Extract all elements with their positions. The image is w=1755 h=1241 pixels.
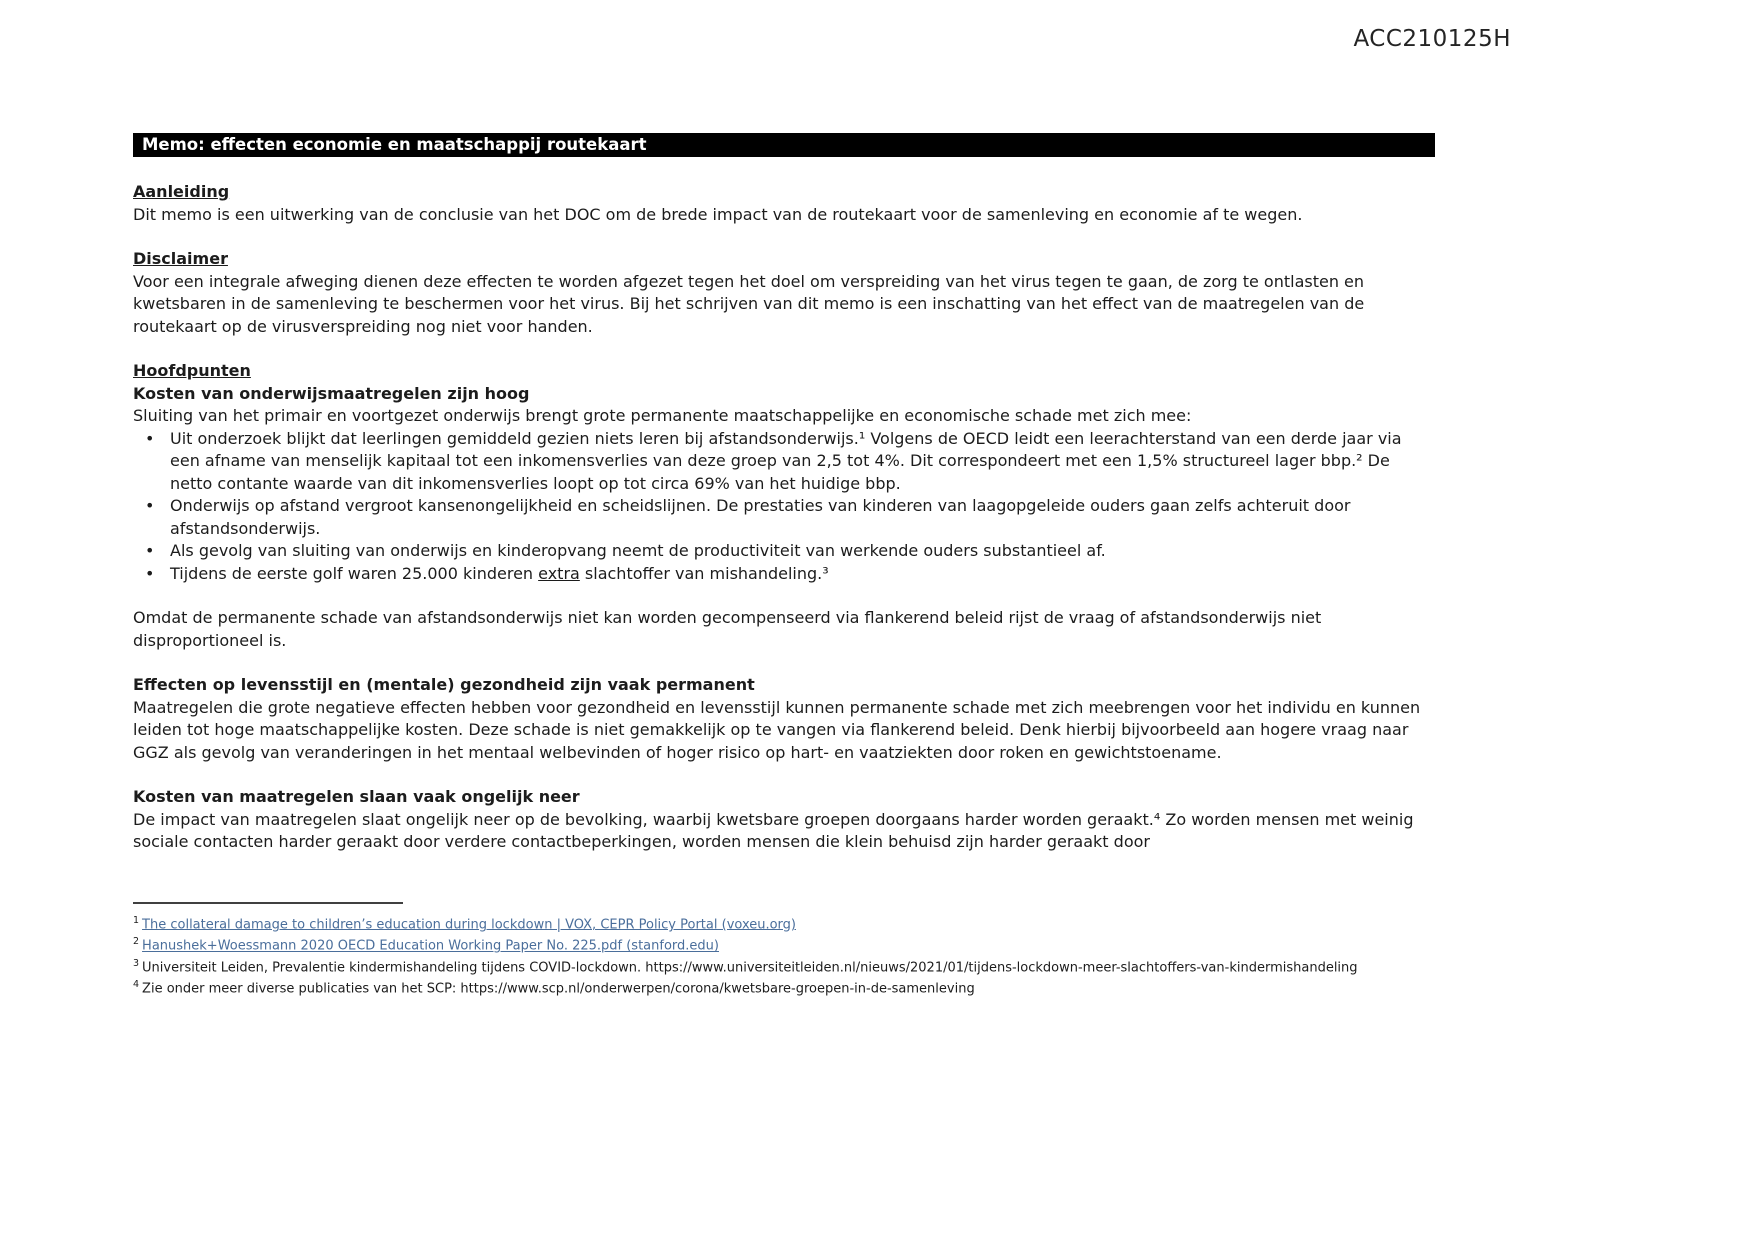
disclaimer-paragraph: Voor een integrale afweging dienen deze effecten te worden afgezet tegen het doel om verspreiding van het virus tegen te gaan, de zorg te ontlasten en kwetsbaren in de samenleving te beschermen voor het virus. Bij het schrijven van dit memo is een inschatting van het effect van de maatregelen van de routekaart op de virusverspreiding nog niet voor handen. [133, 271, 1365, 336]
ongelijk-paragraph: De impact van maatregelen slaat ongelijk neer op de bevolking, waarbij kwetsbare groepen doorgaans harder worden geraakt.⁴ Zo worden mensen met weinig sociale contacten harder geraakt door verdere contactbeperkingen, worden mensen die klein behuisd zijn harder geraakt door [133, 809, 1414, 851]
bullet-text-underlined: extra [538, 563, 580, 583]
onderwijs-subheading: Kosten van onderwijsmaatregelen zijn hoog [133, 383, 530, 403]
section-hoofdpunten [133, 360, 1435, 585]
disclaimer-heading: Disclaimer [133, 249, 228, 268]
bullet-text: Uit onderzoek blijkt dat leerlingen gemiddeld gezien niets leren bij afstandsonderwijs.¹ Volgens de OECD leidt een leerachterstand van een derde jaar via een afname van menselijk kapitaal tot een inkomensverlies van deze groep van 2,5 tot 4%. Dit correspondeert met een 1,5% structureel lager bbp.² De netto contante waarde van dit inkomensverlies loopt op tot circa 69% van het huidige bbp. [170, 428, 1402, 493]
bullet-item-kansenongelijkheid [133, 495, 1435, 540]
footnote-4-marker: 4 [133, 978, 140, 990]
footnote-3-marker: 3 [133, 957, 140, 969]
footnote-2-link[interactable]: Hanushek+Woessmann 2020 OECD Education Working Paper No. 225.pdf (stanford.edu) [142, 938, 719, 954]
footnotes-section [133, 902, 1435, 997]
section-ongelijk [133, 786, 1435, 854]
footnote-4-text: Zie onder meer diverse publicaties van het SCP: https://www.scp.nl/onderwerpen/corona/kwetsbare-groepen-in-de-samenleving [142, 981, 975, 997]
aanleiding-paragraph: Dit memo is een uitwerking van de conclusie van het DOC om de brede impact van de routekaart voor de samenleving en economie af te wegen. [133, 204, 1303, 224]
footnote-divider [133, 902, 403, 904]
footnote-1 [133, 912, 1435, 933]
memo-title-bar [133, 133, 1435, 157]
section-aanleiding [133, 181, 1435, 226]
memo-content [133, 133, 1435, 876]
onderwijs-conclusion-block [133, 607, 1435, 652]
bullet-text: Onderwijs op afstand vergroot kansenongelijkheid en scheidslijnen. De prestaties van kinderen van laagopgeleide ouders gaan zelfs achteruit door afstandsonderwijs. [170, 496, 1351, 538]
footnote-2-marker: 2 [133, 936, 140, 948]
bullet-text: Als gevolg van sluiting van onderwijs en kinderopvang neemt de productiviteit van werkende ouders substantieel af. [170, 541, 1106, 560]
document-ref-code: ACC210125H [1353, 26, 1511, 52]
section-levensstijl [133, 674, 1435, 764]
onderwijs-intro: Sluiting van het primair en voortgezet onderwijs brengt grote permanente maatschappelijke en economische schade met zich mee: [133, 406, 1192, 425]
section-disclaimer [133, 248, 1435, 338]
onderwijs-bullet-list [133, 428, 1435, 586]
footnote-2 [133, 933, 1435, 954]
footnote-1-marker: 1 [133, 915, 140, 926]
footnote-1-link[interactable]: The collateral damage to children’s education during lockdown | VOX, CEPR Policy Portal (voxeu.org) [142, 917, 796, 933]
levensstijl-subheading: Effecten op levensstijl en (mentale) gezondheid zijn vaak permanent [133, 675, 755, 694]
bullet-item-leerverlies [133, 428, 1435, 496]
footnote-4 [133, 976, 1435, 997]
hoofdpunten-heading: Hoofdpunten [133, 361, 251, 380]
bullet-item-productiviteit [133, 540, 1435, 563]
bullet-text-pre: Tijdens de eerste golf waren 25.000 kinderen [170, 563, 539, 583]
aanleiding-heading: Aanleiding [133, 182, 230, 201]
bullet-text-post: slachtoffer van mishandeling.³ [579, 563, 829, 583]
footnote-3 [133, 955, 1435, 976]
ongelijk-subheading: Kosten van maatregelen slaan vaak ongelijk neer [133, 787, 580, 806]
memo-title: Memo: effecten economie en maatschappij routekaart [142, 135, 647, 154]
levensstijl-paragraph: Maatregelen die grote negatieve effecten hebben voor gezondheid en levensstijl kunnen permanente schade met zich meebrengen voor het individu en kunnen leiden tot hoge maatschappelijke kosten. Deze schade is niet gemakkelijk op te vangen via flankerend beleid. Denk hierbij bijvoorbeeld aan hogere vraag naar GGZ als gevolg van veranderingen in het mentaal welbevinden of hoger risico op hart- en vaatziekten door roken en gewichtstoename. [133, 697, 1421, 762]
onderwijs-conclusion: Omdat de permanente schade van afstandsonderwijs niet kan worden gecompenseerd via flankerend beleid rijst de vraag of afstandsonderwijs niet disproportioneel is. [133, 608, 1322, 650]
bullet-item-mishandeling [133, 563, 1435, 586]
footnote-3-text: Universiteit Leiden, Prevalentie kindermishandeling tijdens COVID-lockdown. https://www.universiteitleiden.nl/nieuws/2021/01/tijdens-lockdown-meer-slachtoffers-van-kindermishandeling [142, 959, 1358, 975]
